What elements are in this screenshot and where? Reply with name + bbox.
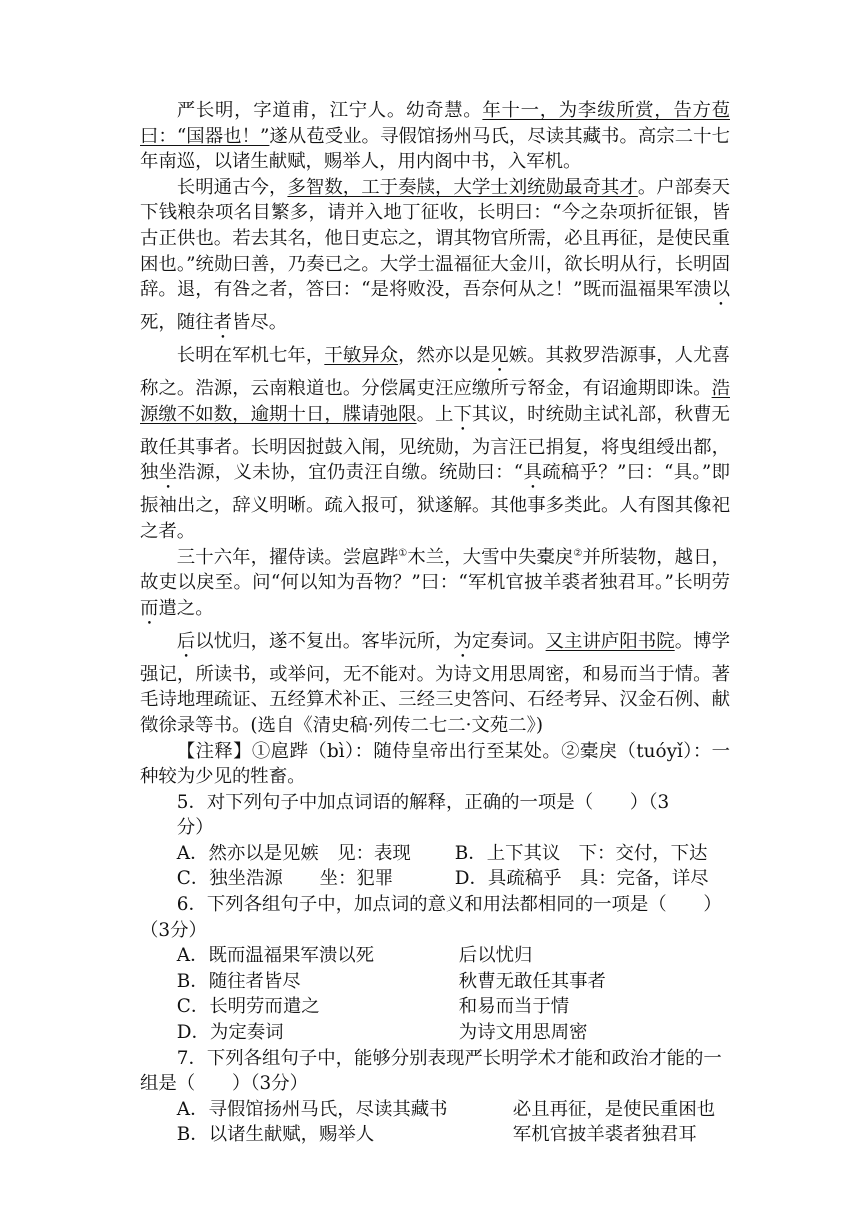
option-d[interactable]: D．具疏稿乎 具：完备，详尽 <box>454 868 709 890</box>
question-5-options-cd <box>140 866 730 892</box>
dotted-word: 具 <box>523 462 543 484</box>
passage-paragraph-5: 后以忧归，遂不复出。客毕沅所，为定奏词。又主讲庐阳书院。博学强记，所读书，或举问，无不能对。为诗文用思周密，和易而当于情。著毛诗地理疏证、五经算术补正、三经三史答问、石经考异、汉金石例、献徵徐录等书。(选自《清史稿·列传二七二·文苑二》) <box>140 630 730 736</box>
question-5-stem: 5．对下列句子中加点词语的解释，正确的一项是（ ）（3 <box>176 791 670 813</box>
dotted-word: 而 <box>140 597 159 619</box>
question-6-option-a[interactable]: A．既而温福果军溃以死 后以忧归 <box>176 945 533 967</box>
document-body <box>140 98 730 1148</box>
passage-paragraph-3: 长明在军机七年，干敏异众，然亦以是见嫉。其救罗浩源事，人尤喜称之。浩源，云南粮道也。分偿属吏汪应缴所亏帑金，有诏逾期即诛。浩源缴不如数，逾期十日，牒请弛限。上下其议，时统勋主试礼部，秋曹无敢任其事者。长明因挝鼓入闱，见统勋，为言汪已捐复，将曳组绶出都，独坐浩源，义未协，宜仍责汪自缴。统勋曰：“具疏稿乎？”曰：“具。”即振袖出之，辞义明晰。疏入报可，狱遂解。其他事多类此。人有图其像祀之者。 <box>140 345 730 542</box>
option-b[interactable]: B．上下其议 下：交付，下达 <box>454 842 708 864</box>
underlined-sentence: 浩源缴不如数，逾期十日，牒请弛限 <box>140 378 730 425</box>
option-c[interactable]: C．独坐浩源 坐：犯罪 <box>176 868 394 890</box>
underlined-phrase: 干敏异众 <box>324 345 399 367</box>
question-6-stem: 6．下列各组句子中，加点词的意义和用法都相同的一项是（ ）（3分） <box>140 894 722 941</box>
dotted-word: 见 <box>490 345 509 367</box>
dotted-word: 后 <box>176 630 196 652</box>
option-a[interactable]: A．然亦以是见嫉 见：表现 <box>176 842 411 864</box>
question-6-option-d[interactable]: D．为定奏词 为诗文用思周密 <box>176 1022 588 1044</box>
footnote-marker: ② <box>573 547 583 559</box>
question-6-option-b[interactable]: B．随往者皆尽 秋曹无敢任其事者 <box>176 970 606 992</box>
question-7-stem: 7．下列各组句子中，能够分别表现严长明学术才能和政治才能的一组是（ ）（3分） <box>140 1047 722 1095</box>
passage-paragraph-2: 长明通古今，多智数，工于奏牍，大学士刘统勋最奇其才。户部奏天下钱粮杂项名目繁多，请并入地丁征收，长明曰：“今之杂项折征银，皆古正供也。若去其名，他日吏忘之，谓其物官所需，必且再征，是使民重困也。”统勋曰善，乃奏已之。大学士温福征大金川，欲长明从行，长明固辞。退，有咎之者，答曰：“是将败没，吾奈何从之！”既而温福果军溃以死，随往者皆尽。 <box>140 176 730 334</box>
question-7-option-b[interactable]: B．以诸生献赋，赐举人 军机官披羊裘者独君耳 <box>176 1124 697 1146</box>
passage-paragraph-1: 严长明，字道甫，江宁人。幼奇慧。年十一，为李绂所赏，告方苞曰：“国器也！”遂从苞受业。寻假馆扬州马氏，尽读其藏书。高宗二十七年南巡，以诸生献赋，赐举人，用内阁中书，入军机。 <box>140 100 730 173</box>
question-5-options-ab <box>140 841 730 867</box>
question-7-option-a[interactable]: A．寻假馆扬州马氏，尽读其藏书 必且再征，是使民重困也 <box>176 1098 716 1120</box>
footnote-marker: ① <box>398 547 408 559</box>
question-5-stem-cont: 分） <box>176 817 214 839</box>
dotted-word: 下 <box>453 403 472 425</box>
dotted-word: 为 <box>453 630 472 652</box>
question-6-option-c[interactable]: C．长明劳而遣之 和易而当于情 <box>176 996 570 1018</box>
annotation-notes: 【注释】①扈跸（bì）：随侍皇帝出行至某处。②橐戾（tuóyǐ）：一种较为少见的牲畜。 <box>140 740 730 788</box>
dotted-word: 以 <box>711 279 730 301</box>
dotted-word: 者 <box>213 312 232 334</box>
underlined-sentence: 多智数，工于奏牍，大学士刘统勋最奇其才 <box>287 176 638 198</box>
dotted-word: 坐 <box>158 462 178 484</box>
underlined-sentence: 又主讲庐阳书院 <box>545 630 675 652</box>
passage-paragraph-4: 三十六年，擢侍读。尝扈跸①木兰，大雪中失橐戾②并所装物，越日，故吏以戾至。问“何以知为吾物？”曰：“军机官披羊裘者独君耳。”长明劳而遣之。 <box>140 546 730 619</box>
underlined-sentence: 年十一，为李绂所赏，告方苞曰：“国器也！” <box>140 100 730 147</box>
